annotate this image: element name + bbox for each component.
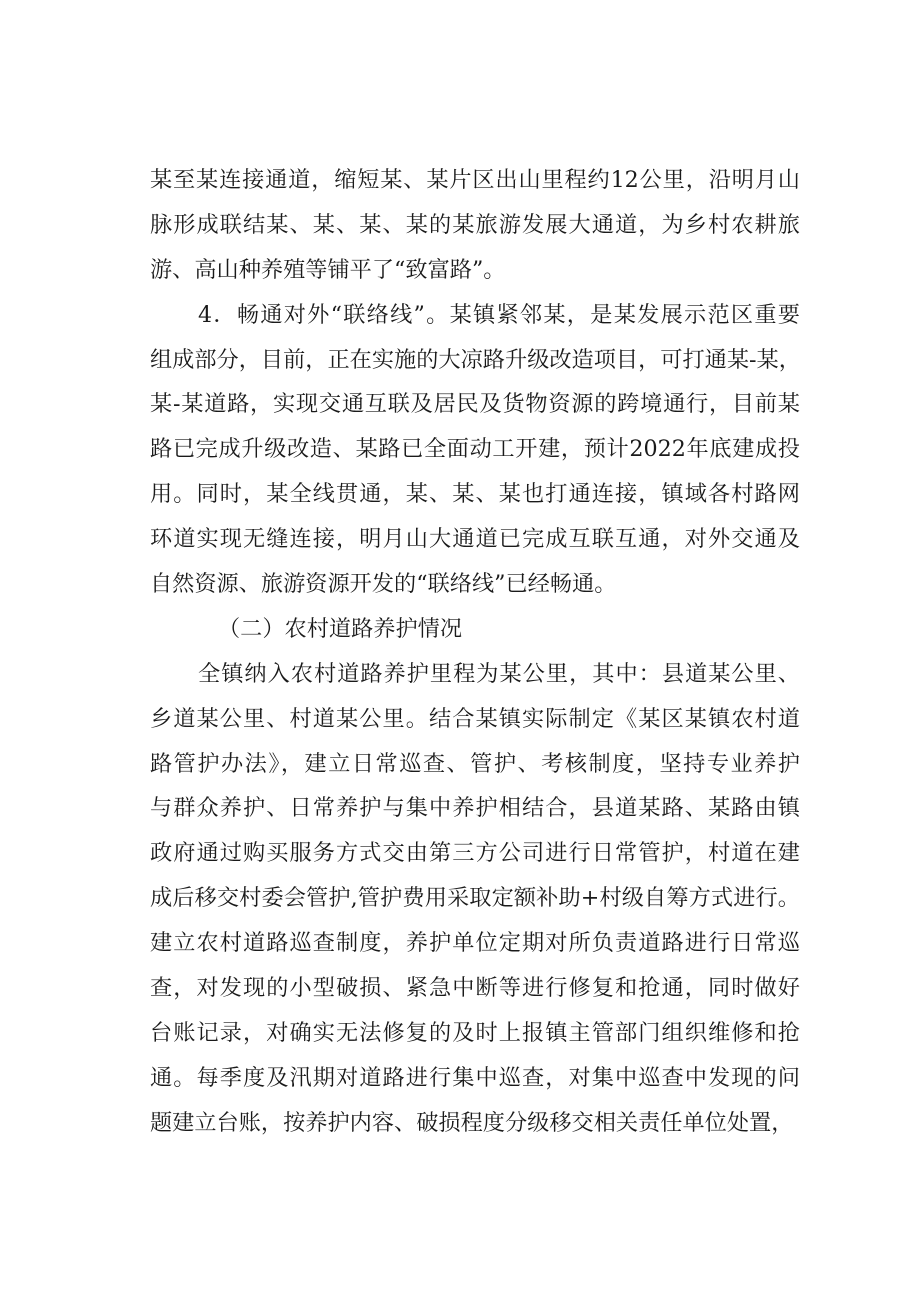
paragraph-line: 查，对发现的小型破损、紧急中断等进行修复和抢通，同时做好 [150, 975, 800, 1002]
paragraph-line: 脉形成联结某、某、某、某的某旅游发展大通道，为乡村农耕旅 [150, 211, 800, 238]
paragraph-line: 政府通过购买服务方式交由第三方公司进行日常管护，村道在建 [150, 840, 800, 867]
paragraph-line: 题建立台账，按养护内容、破损程度分级移交相关责任单位处置， [150, 1109, 794, 1136]
paragraph-line: 用。同时，某全线贯通，某、某、某也打通连接，镇域各村路网 [150, 481, 800, 508]
paragraph-line: 环道实现无缝连接，明月山大通道已完成互联互通，对外交通及 [150, 526, 800, 553]
paragraph-line: 与群众养护、日常养护与集中养护相结合，县道某路、某路由镇 [150, 795, 800, 822]
body-text [150, 158, 800, 1146]
paragraph-line: 通。每季度及汛期对道路进行集中巡查，对集中巡查中发现的问 [150, 1064, 800, 1091]
paragraph-line: 游、高山种养殖等铺平了“致富路”。 [150, 256, 506, 283]
paragraph-line: 台账记录，对确实无法修复的及时上报镇主管部门组织维修和抢 [150, 1019, 800, 1046]
paragraph-line: 某-某道路，实现交通互联及居民及货物资源的跨境通行，目前某 [150, 391, 800, 418]
paragraph-line: 路管护办法》，建立日常巡查、管护、考核制度，坚持专业养护 [150, 750, 800, 777]
paragraph-line: 成后移交村委会管护,管护费用采取定额补助+村级自筹方式进行。 [150, 885, 800, 912]
paragraph-line: 路已完成升级改造、某路已全面动工开建，预计2022年底建成投 [150, 436, 800, 463]
paragraph-line: 乡道某公里、村道某公里。结合某镇实际制定《某区某镇农村道 [150, 705, 800, 732]
paragraph-line: 某至某连接通道，缩短某、某片区出山里程约12公里，沿明月山 [150, 167, 800, 193]
paragraph-line: 全镇纳入农村道路养护里程为某公里，其中：县道某公里、 [198, 660, 800, 687]
paragraph-line: 建立农村道路巡查制度，养护单位定期对所负责道路进行日常巡 [150, 930, 800, 957]
paragraph-line: 组成部分，目前，正在实施的大凉路升级改造项目，可打通某-某， [150, 346, 801, 373]
paragraph-line: 4．畅通对外“联络线”。某镇紧邻某，是某发展示范区重要 [198, 301, 800, 328]
section-heading: （二）农村道路养护情况 [218, 615, 463, 642]
paragraph-line: 自然资源、旅游资源开发的“联络线”已经畅通。 [150, 571, 617, 598]
